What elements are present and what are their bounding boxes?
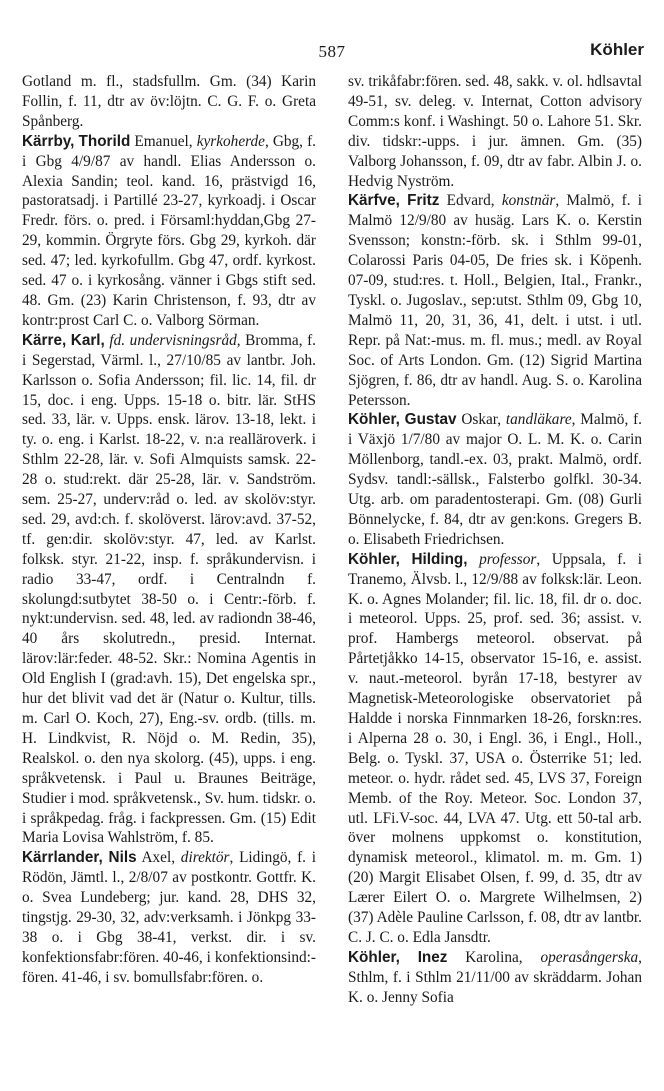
- entry-occupation: kyrkoherde: [196, 132, 265, 150]
- entry-text: , Lidingö, f. i Rödön, Jämtl. l., 2/8/07 av postkontr. Gottfr. K. o. Svea Lundeberg; jur. kand. 28, DHS 32, tingstjg. 29-30, 32, adv:verksamh. i Jönkpg 33-38 o. i Gbg 38-41, verkst. dir. i sv. konfektionsfabr:fören. 40-46, i konfektionsind:-fören. 41-46, i sv. bomullsfabr:fören. o.: [22, 849, 316, 986]
- biography-entry: [22, 331, 316, 849]
- entry-surname: Köhler,: [348, 948, 400, 966]
- entry-occupation: konstnär: [501, 192, 556, 210]
- entry-surname: Kärfve,: [348, 192, 400, 210]
- entry-given-name: Inez: [417, 948, 448, 966]
- entry-surname: Kärrlander,: [22, 849, 103, 867]
- entry-given-name: Nils: [108, 849, 137, 867]
- biography-entry: [348, 550, 642, 948]
- biography-entry: [348, 410, 642, 549]
- entry-given-name: Gustav: [404, 411, 457, 429]
- entry-given-name: Fritz: [407, 192, 440, 210]
- entry-text: , Uppsala, f. i Tranemo, Älvsb. l., 12/9/88 av folksk:lär. Leon. K. o. Agnes Molander; fil. lic. 18, fil. dr o. doc. i meteorol. Upps. 25, prof. sed. 36; assist. v. prof. Hambergs meteorol. observat. på Pårtetjåkko 14-15, observator 15-16, e. assist. v. naut.-meteorol. byrån 17-18, bestyrer av Magnetisk-Meteorologiske observatoriet på Haldde i norska Finnmarken 18-26, forskn:res. i Alperna 28 o. 30, i Engl. 36, i Engl., Holl., Belg. o. Tyskl. 37, USA o. Österrike 51; led. meteor. o. hydr. rådet sed. 45, LVS 37, Foreign Memb. of the Roy. Meteor. Soc. London 37, utl. LFi.V-soc. 44, LVA 47. Utg. ett 50-tal arb. över molnens uppkomst o. konstitution, dynamisk meteorol., klimatol. m. m. Gm. 1) (20) Margit Elisabet Olsen, f. 99, d. 35, dtr av Lærer Eilert O. o. Margrete Wilhelmsen, 2) (37) Adèle Pauline Carlsson, f. 08, dtr av lantbr. C. J. C. o. Edla Jansdtr.: [348, 550, 642, 946]
- entry-given-name: Thorild: [78, 132, 131, 150]
- entry-other-names: Karolina,: [447, 948, 541, 966]
- continued-entry: [348, 72, 642, 191]
- entry-surname: Köhler,: [348, 411, 400, 429]
- entry-occupation: direktör: [180, 849, 230, 867]
- entry-given-name: Karl,: [70, 331, 105, 349]
- entry-other-names: Axel,: [136, 849, 181, 867]
- entry-text: Gotland m. fl., stadsfullm. Gm. (34) Karin Follin, f. 11, dtr av öv:löjtn. C. G. F. o. Greta Spånberg.: [22, 73, 316, 130]
- entry-other-names: [468, 551, 480, 568]
- entry-text: , Bromma, f. i Segerstad, Värml. l., 27/10/85 av lantbr. Joh. Karlsson o. Sofia Andersson; fil. lic. 14, fil. dr 15, doc. i eng. Upps. 15-18 o. bitr. lär. StHS sed. 33, lär. v. Upps. ensk. lärov. 13-18, lekt. i ty. o. eng. i Karlst. 18-22, v. n:a realläroverk. i Sthlm 22-28, lär. v. Sofi Almquists samsk. 22-28 o. stud:rekt. där 25-28, lär. v. Sandström. sem. 25-27, underv:råd o. led. av skolöv:styr. sed. 29, avd:ch. f. skolöverst. lärov:avd. 37-52, tf. gen:dir. skolöv:styr. 47, led. av Karlst. folksk. styr. 21-22, insp. f. språkundervisn. i radio 33-47, ordf. i Centralndn f. skolungd:sutbytet 38-50 o. i Centr:-förb. f. nykt:undervisn. sed. 48, led. av radiondn 38-46, 40 års skolutredn., presid. Internat. lärov:lär:feder. 48-52. Skr.: Nomina Agentis in Old English I (grad:avh. 15), Det engelska spr., hur det blivit vad det är (Natur o. Kultur, tills. m. Carl O. Koch, 27), Eng.-sv. ordb. (tills. m. H. Lindkvist, R. Nöjd o. M. Redin, 35), Realskol. o. den nya skolorg. (45), upps. i eng. språkvetensk. i Paul u. Braunes Beiträge, Studier i mod. språkvetensk., Sv. hum. tidskr. o. i språkpedag. fråg. i fackpressen. Gm. (15) Edit Maria Lovisa Wahlström, f. 85.: [22, 331, 316, 847]
- biography-entry: [348, 948, 642, 1008]
- entry-text: , Malmö, f. i Växjö 1/7/80 av major O. L. M. K. o. Carin Möllenborg, tandl.-ex. 03, prakt. Malmö, ordf. Sydsv. tandl:-sällsk., Falsterbo golfkl. 30-34. Utg. arb. om paradentosterapi. Gm. (08) Gurli Bönnelycke, f. 84, dtr av gen:kons. Gregers B. o. Elisabeth Friedrichsen.: [348, 411, 642, 548]
- entry-other-names: Edvard,: [439, 192, 502, 210]
- entry-surname: Köhler,: [348, 550, 400, 568]
- entry-occupation: fd. undervisningsråd: [109, 331, 237, 349]
- entry-other-names: Oskar,: [456, 411, 506, 429]
- left-column: [22, 72, 316, 988]
- entry-surname: Kärrby,: [22, 132, 75, 150]
- biography-entry: [348, 191, 642, 410]
- entry-text: sv. trikåfabr:fören. sed. 48, sakk. v. ol. hdlsavtal 49-51, sv. deleg. v. Internat, Cotton advisory Comm:s konf. i Washingt. 50 o. Lahore 51. Skr. div. tidskr:-upps. i jur. ämnen. Gm. (35) Valborg Johansson, f. 09, dtr av fabr. Albin J. o. Hedvig Nyström.: [348, 73, 642, 190]
- entry-occupation: operasångerska: [540, 948, 639, 966]
- entry-occupation: tandläkare: [505, 411, 572, 429]
- entry-text: , Sthlm, f. i Sthlm 21/11/00 av skräddarm. Johan K. o. Jenny Sofia: [348, 948, 642, 1006]
- entry-other-names: Emanuel,: [130, 132, 197, 150]
- biography-entry: [22, 132, 316, 331]
- entry-occupation: professor: [479, 550, 537, 568]
- entry-surname: Kärre,: [22, 331, 67, 349]
- biography-entry: [22, 848, 316, 987]
- page-number: 587: [318, 42, 346, 61]
- entry-text: , Malmö, f. i Malmö 12/9/80 av husäg. Lars K. o. Kerstin Svensson; konstn:-förb. sk. i Sthlm 99-01, Colarossi Paris 04-05, De fries sk. i Köpenh. 07-09, stud:res. t. Holl., Belgien, Ital., Frankr., Tyskl. o. Jugoslav., sep:utst. Sthlm 09, Gbg 10, Malmö 11, 20, 31, 36, 41, delt. i utst. i utl. Repr. på Nat:-mus. m. fl. mus.; medl. av Royal Soc. of Arts London. Gm. (12) Sigrid Martina Sjögren, f. 86, dtr av handl. Aug. S. o. Karolina Petersson.: [348, 192, 642, 409]
- entry-text: , Gbg, f. i Gbg 4/9/87 av handl. Elias Andersson o. Alexia Sandin; teol. kand. 16, prästvigd 16, pastoratsadj. i Partillé 23-27, kyrkoadj. i Oscar Fredr. förs. o. pred. i Församl:hyddan,Gbg 27-29, kommin. Örgryte förs. Gbg 29, kyrkoh. där sed. 47; led. kyrkofullm. Gbg 47, ordf. kyrkost. sed. 47 o. i kyrkosång. vänner i Gbgs stift sed. 48. Gm. (23) Karin Christenson, f. 93, dtr av kontr:prost Carl C. o. Valborg Sörman.: [22, 132, 316, 329]
- running-head: Köhler: [590, 40, 644, 59]
- continued-entry: [22, 72, 316, 132]
- entry-given-name: Hilding,: [411, 550, 468, 568]
- right-column: [348, 72, 642, 1008]
